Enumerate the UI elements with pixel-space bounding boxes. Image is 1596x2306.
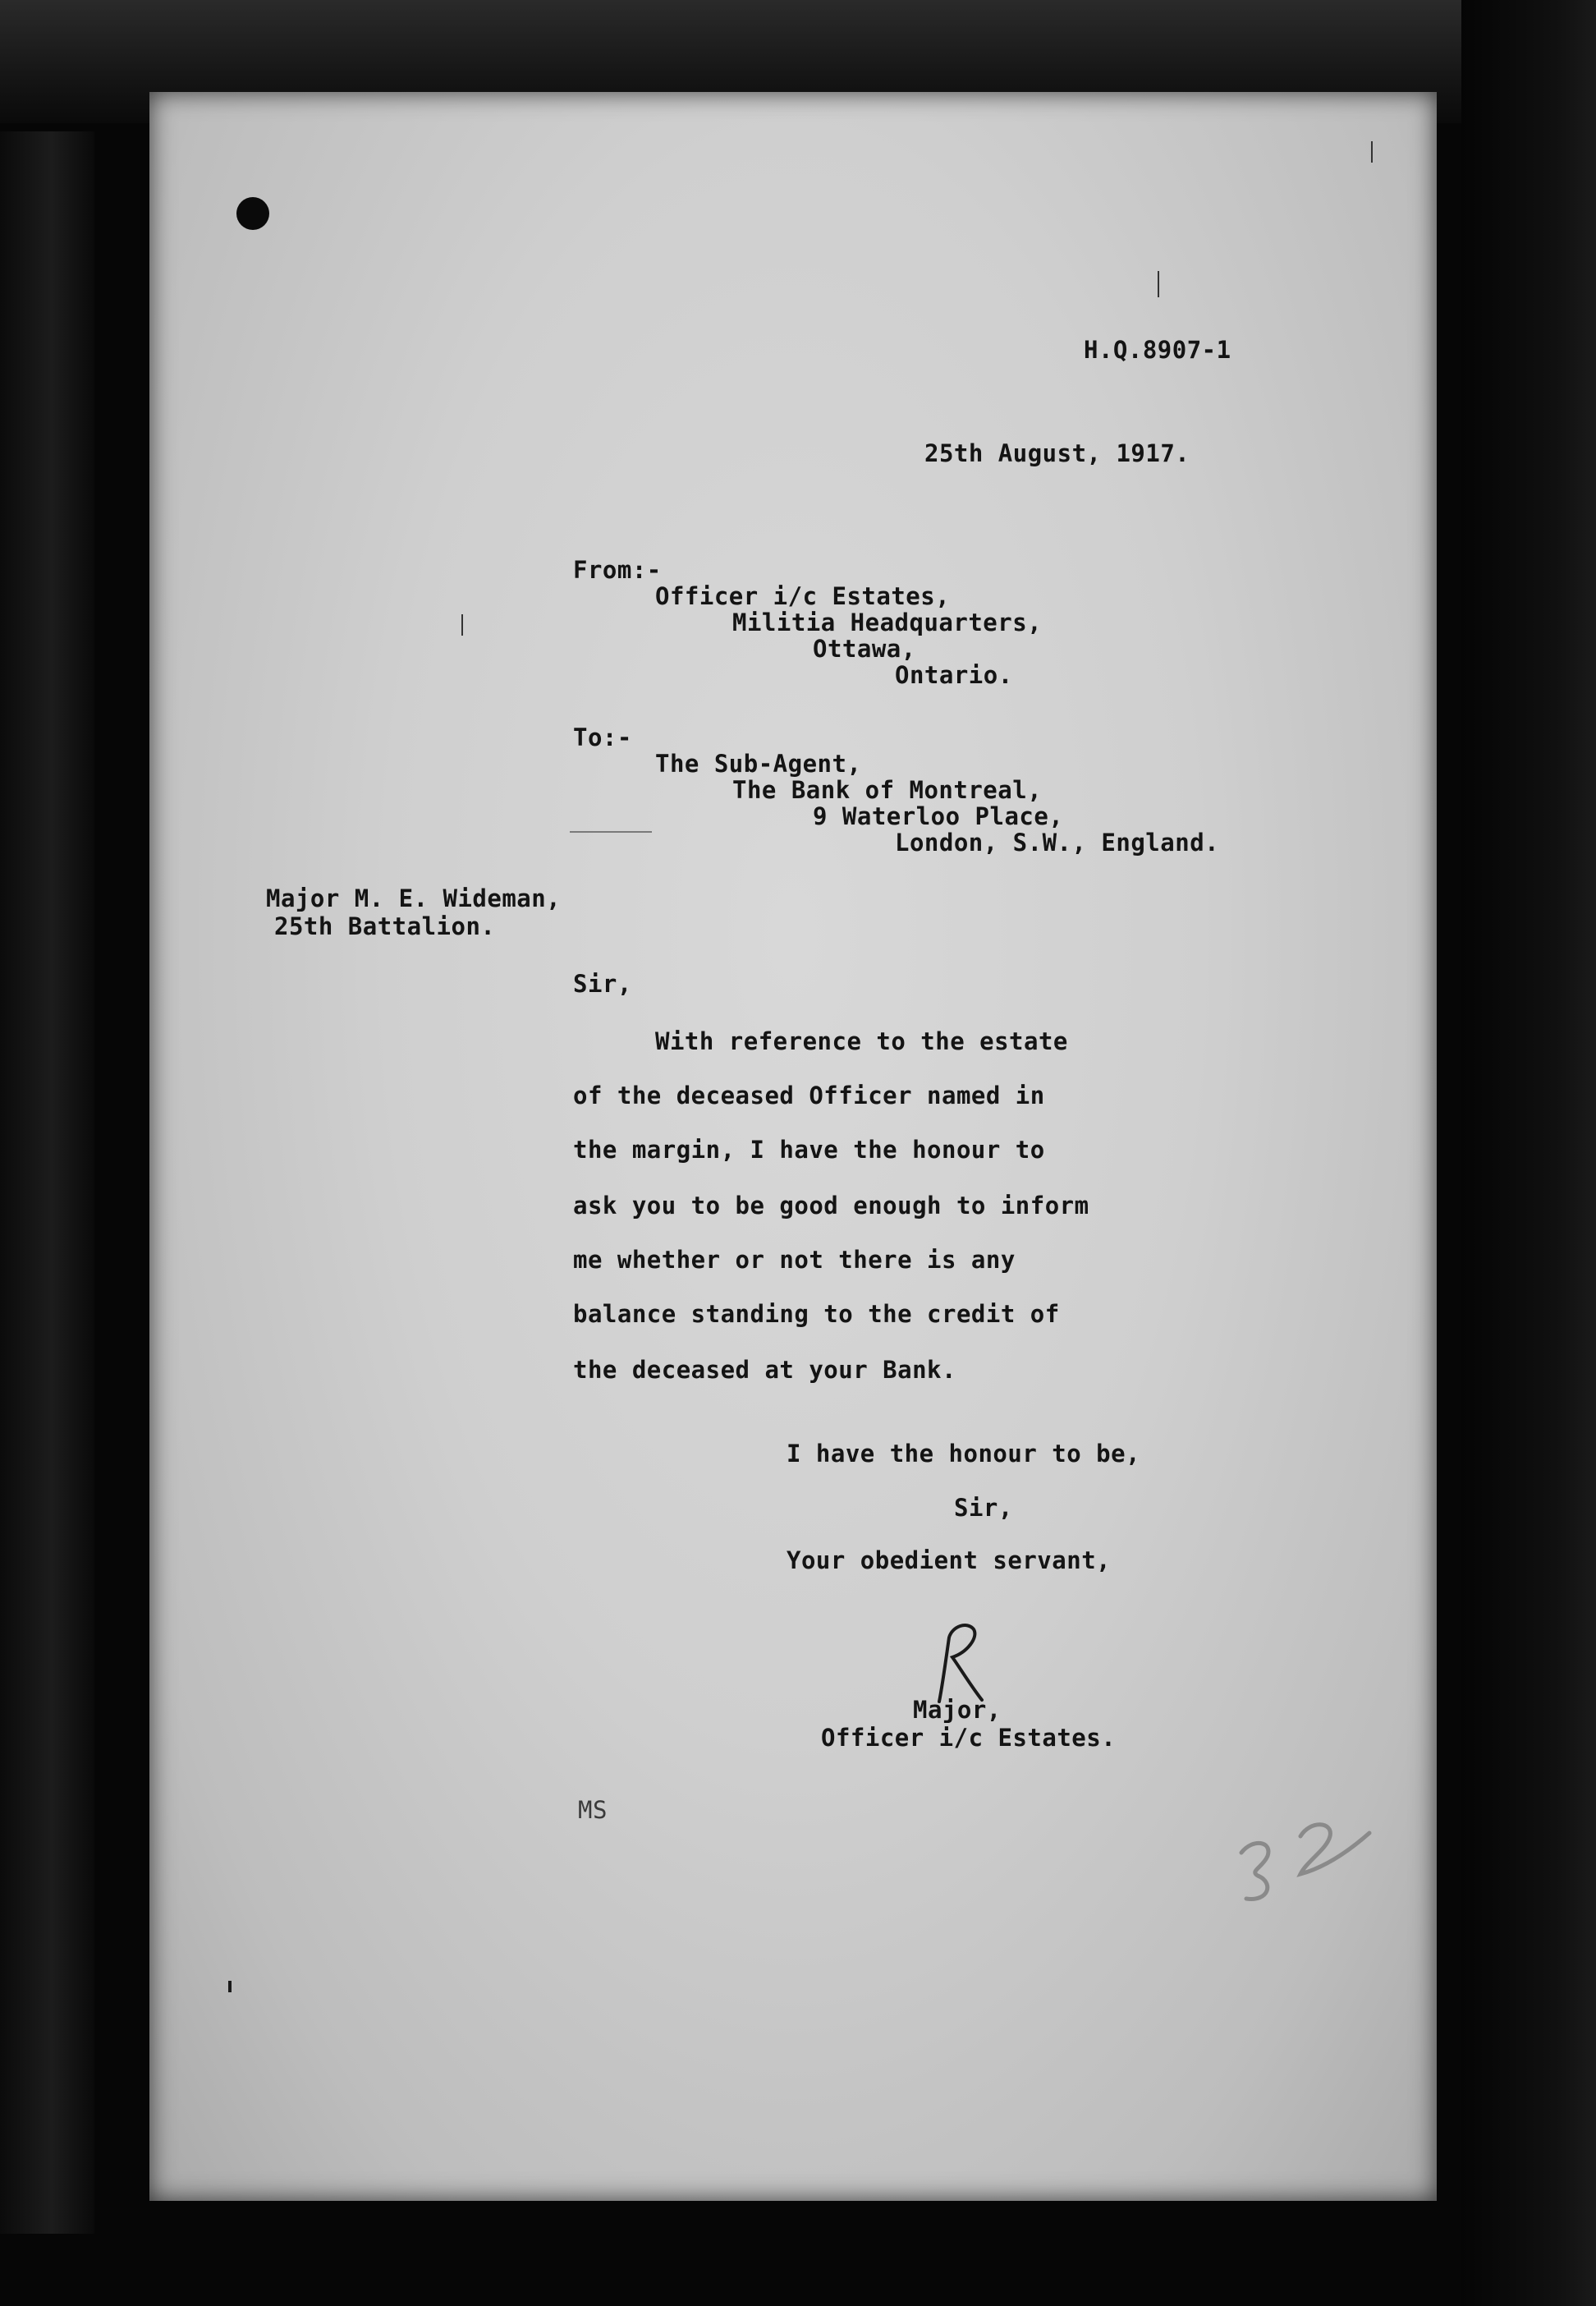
from-line: Officer i/c Estates, [655, 582, 951, 610]
typist-initials: MS [578, 1796, 608, 1824]
body-line: ask you to be good enough to inform [573, 1192, 1089, 1220]
from-line: Ontario. [895, 661, 1013, 689]
body-line: of the deceased Officer named in [573, 1082, 1045, 1109]
to-line: London, S.W., England. [895, 829, 1220, 857]
letter-date: 25th August, 1917. [924, 439, 1190, 467]
margin-note-unit: 25th Battalion. [274, 912, 496, 940]
film-edge-left [0, 131, 94, 2234]
letter-page [149, 92, 1437, 2201]
margin-note-name: Major M. E. Wideman, [266, 884, 562, 912]
body-line: With reference to the estate [655, 1027, 1068, 1055]
film-edge-right [1461, 0, 1596, 2306]
margin-tick [1158, 271, 1159, 297]
punch-hole [236, 197, 269, 230]
body-line: me whether or not there is any [573, 1246, 1016, 1274]
body-line: the margin, I have the honour to [573, 1136, 1045, 1164]
to-line: 9 Waterloo Place, [813, 802, 1064, 830]
separator-rule [570, 831, 652, 833]
from-line: Militia Headquarters, [732, 609, 1043, 636]
margin-tick [461, 614, 463, 636]
salutation: Sir, [573, 970, 632, 998]
signature-title: Officer i/c Estates. [821, 1724, 1117, 1752]
to-line: The Sub-Agent, [655, 750, 862, 778]
from-label: From:- [573, 556, 662, 584]
body-line: the deceased at your Bank. [573, 1356, 956, 1384]
film-speck [228, 1981, 232, 1992]
closing-line: I have the honour to be, [787, 1440, 1141, 1468]
handwritten-page-number [1225, 1800, 1381, 1907]
margin-tick [1371, 141, 1373, 163]
to-label: To:- [573, 723, 632, 751]
body-line: balance standing to the credit of [573, 1300, 1060, 1328]
from-line: Ottawa, [813, 635, 916, 663]
closing-line: Your obedient servant, [787, 1546, 1112, 1574]
closing-line: Sir, [954, 1494, 1013, 1522]
to-line: The Bank of Montreal, [732, 776, 1043, 804]
signature-rank: Major, [913, 1696, 1002, 1724]
file-number: H.Q.8907-1 [1084, 336, 1231, 364]
